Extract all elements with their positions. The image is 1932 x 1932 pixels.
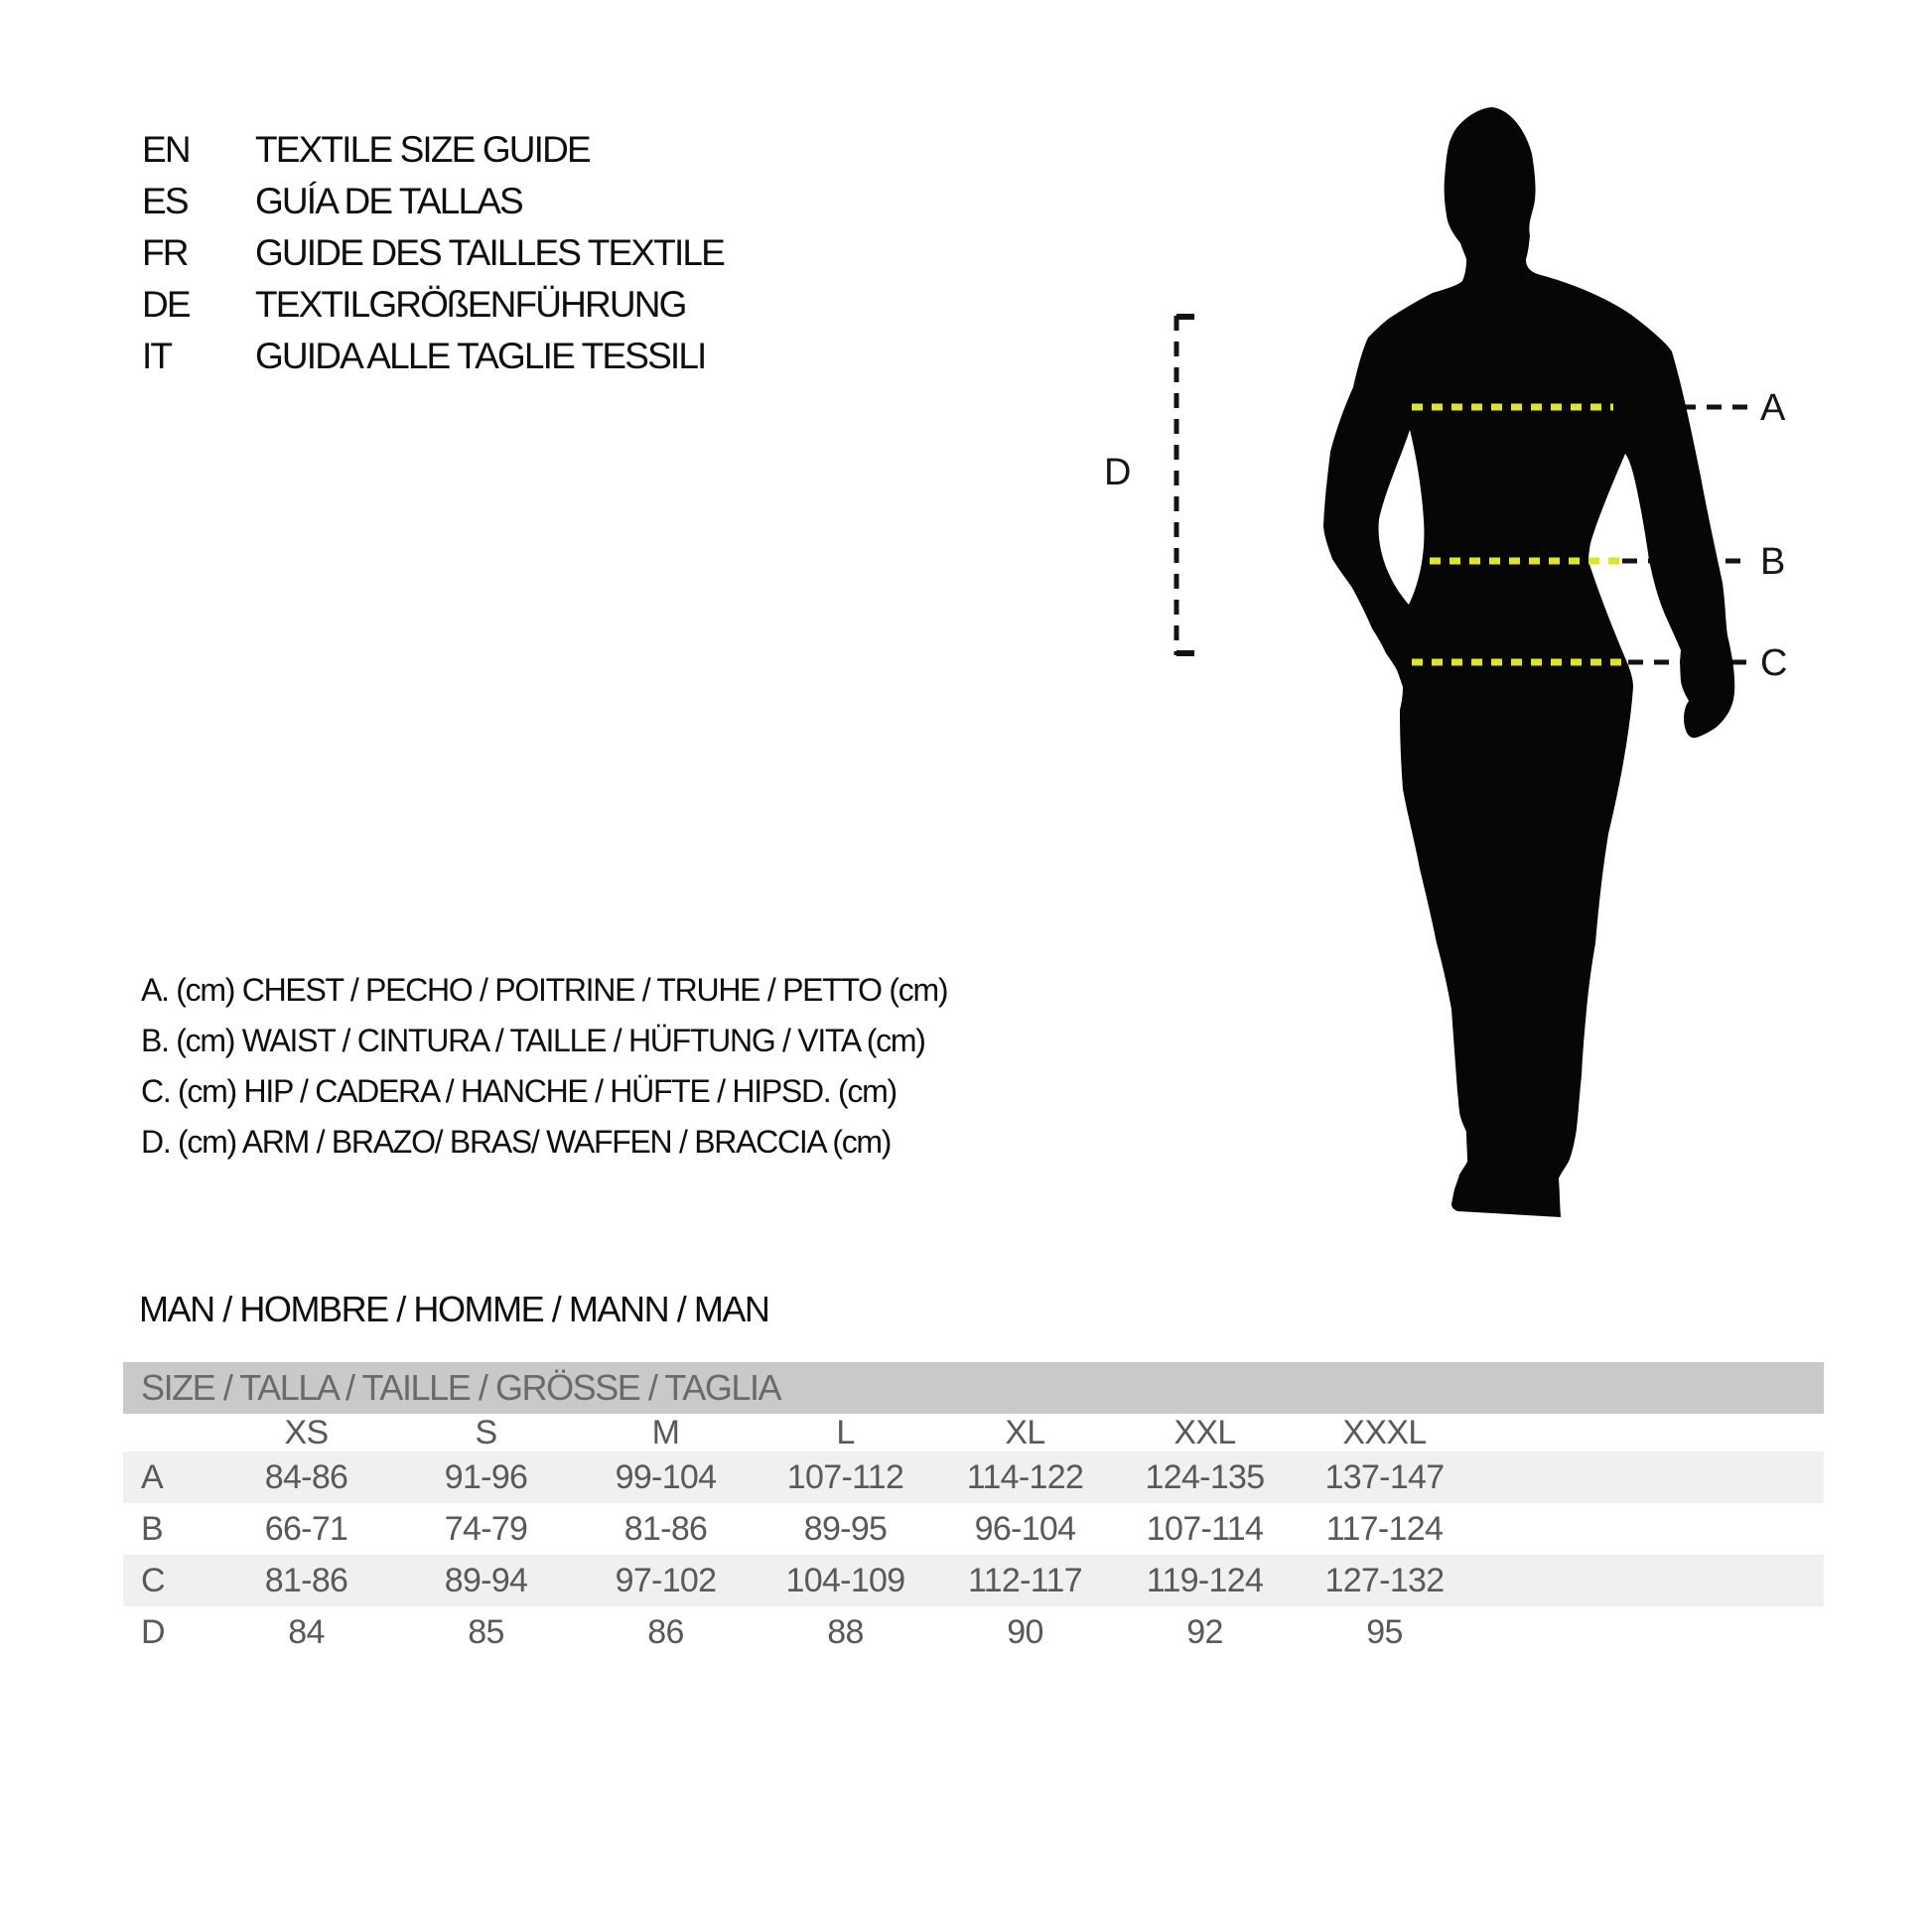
language-code: DE xyxy=(142,284,190,325)
cell: 96-104 xyxy=(974,1509,1076,1548)
language-title: GUÍA DE TALLAS xyxy=(255,181,522,221)
cell: 127-132 xyxy=(1324,1561,1445,1599)
legend-arm: D. (cm) ARM / BRAZO/ BRAS/ WAFFEN / BRACCIA (cm) xyxy=(141,1124,892,1160)
cell: 92 xyxy=(1186,1612,1223,1651)
language-code: IT xyxy=(142,336,172,376)
cell: 91-96 xyxy=(444,1457,528,1496)
cell: 84 xyxy=(288,1612,325,1651)
cell: 99-104 xyxy=(615,1457,717,1496)
cell: 89-94 xyxy=(444,1561,528,1599)
legend-chest: A. (cm) CHEST / PECHO / POITRINE / TRUHE / PETTO (cm) xyxy=(141,972,948,1008)
cell: 107-114 xyxy=(1146,1509,1264,1548)
cell: 104-109 xyxy=(785,1561,905,1599)
language-title: TEXTILE SIZE GUIDE xyxy=(255,129,590,170)
row-label: C xyxy=(141,1561,165,1599)
language-row-es xyxy=(142,176,724,227)
language-title: GUIDE DES TAILLES TEXTILE xyxy=(255,232,724,273)
cell: 112-117 xyxy=(968,1561,1082,1599)
chest-label: A xyxy=(1760,387,1784,429)
table-row-d xyxy=(123,1606,1824,1658)
man-silhouette-diagram xyxy=(1072,94,1837,1271)
cell: 88 xyxy=(827,1612,864,1651)
size-col-m: M xyxy=(651,1414,680,1451)
language-row-de xyxy=(142,279,724,331)
row-label: B xyxy=(141,1509,163,1548)
language-title: GUIDA ALLE TAGLIE TESSILI xyxy=(255,336,706,376)
size-col-xs: XS xyxy=(284,1414,329,1451)
arm-label: D xyxy=(1104,452,1130,493)
language-code: EN xyxy=(142,129,190,170)
cell: 84-86 xyxy=(264,1457,348,1496)
measurement-figure xyxy=(1072,94,1837,1271)
size-col-s: S xyxy=(475,1414,497,1451)
hip-label: C xyxy=(1760,642,1786,684)
section-title-man: MAN / HOMBRE / HOMME / MANN / MAN xyxy=(139,1289,769,1329)
waist-label: B xyxy=(1760,541,1784,583)
language-row-it xyxy=(142,331,724,382)
measurement-legend xyxy=(141,965,947,1168)
size-col-xxxl: XXXL xyxy=(1342,1414,1427,1451)
size-col-xl: XL xyxy=(1005,1414,1045,1451)
table-row-a xyxy=(123,1451,1824,1503)
cell: 137-147 xyxy=(1324,1457,1445,1496)
language-row-en xyxy=(142,124,724,176)
cell: 90 xyxy=(1007,1612,1043,1651)
cell: 66-71 xyxy=(264,1509,348,1548)
legend-hip: C. (cm) HIP / CADERA / HANCHE / HÜFTE / HIPSD. (cm) xyxy=(141,1073,897,1109)
size-col-xxl: XXL xyxy=(1173,1414,1236,1451)
language-code: ES xyxy=(142,181,188,221)
man-silhouette xyxy=(1323,107,1734,1217)
table-row-c xyxy=(123,1555,1824,1606)
row-label: D xyxy=(141,1612,165,1651)
cell: 89-95 xyxy=(803,1509,888,1548)
language-title: TEXTILGRÖßENFÜHRUNG xyxy=(255,284,686,325)
cell: 85 xyxy=(468,1612,504,1651)
row-label: A xyxy=(141,1457,163,1496)
size-table-header-bar: SIZE / TALLA / TAILLE / GRÖSSE / TAGLIA xyxy=(123,1362,1824,1414)
cell: 124-135 xyxy=(1145,1457,1265,1496)
cell: 97-102 xyxy=(615,1561,717,1599)
language-code: FR xyxy=(142,232,188,273)
language-list xyxy=(142,124,724,382)
cell: 81-86 xyxy=(623,1509,708,1548)
cell: 119-124 xyxy=(1146,1561,1264,1599)
cell: 74-79 xyxy=(444,1509,528,1548)
cell: 81-86 xyxy=(264,1561,348,1599)
cell: 114-122 xyxy=(966,1457,1084,1496)
language-row-fr xyxy=(142,227,724,279)
cell: 86 xyxy=(647,1612,684,1651)
size-col-l: L xyxy=(836,1414,855,1451)
cell: 107-112 xyxy=(786,1457,904,1496)
cell: 95 xyxy=(1366,1612,1403,1651)
size-columns-row xyxy=(123,1414,1824,1451)
cell: 117-124 xyxy=(1325,1509,1444,1548)
legend-waist: B. (cm) WAIST / CINTURA / TAILLE / HÜFTUNG / VITA (cm) xyxy=(141,1023,925,1058)
table-row-b xyxy=(123,1503,1824,1555)
